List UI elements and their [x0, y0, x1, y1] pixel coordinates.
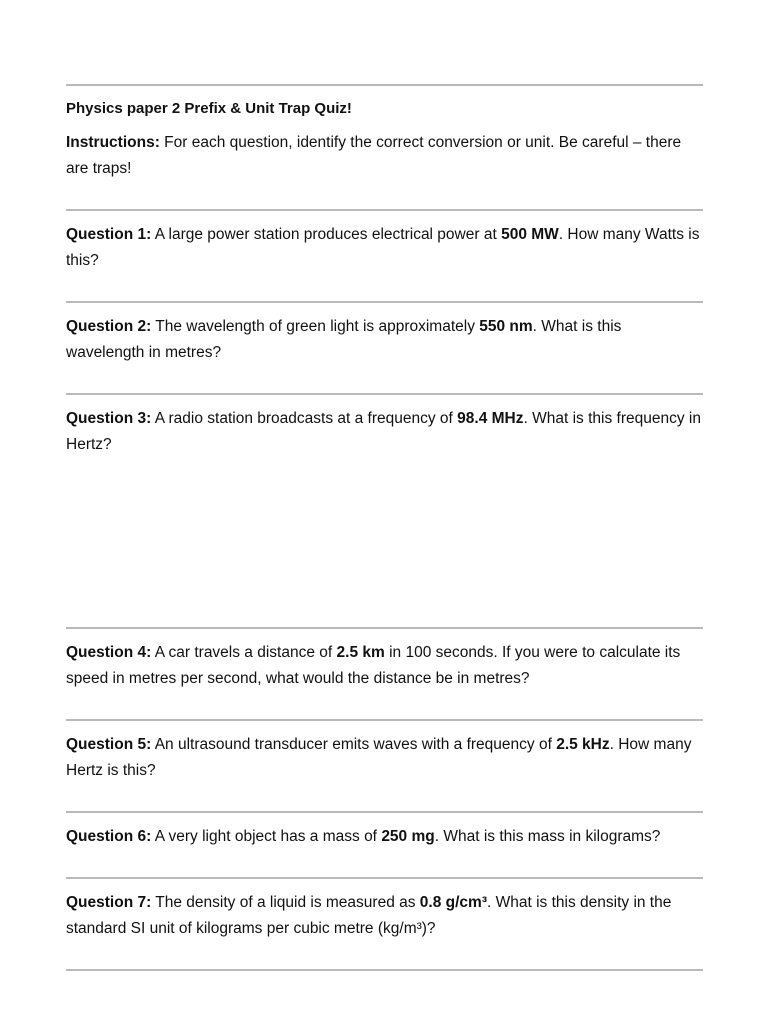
- question-value: 550 nm: [479, 318, 533, 335]
- question-text: . What is this mass in kilograms?: [434, 828, 661, 845]
- question-7: [66, 890, 703, 942]
- question-label: Question 3:: [66, 410, 152, 427]
- question-text: . How many Watts is this?: [66, 226, 700, 269]
- divider-top: [66, 84, 703, 86]
- divider: [66, 301, 703, 303]
- question-text: . What is this frequency in Hertz?: [66, 410, 701, 453]
- divider-bottom: [66, 969, 703, 971]
- question-label: Question 1:: [66, 226, 152, 243]
- question-label: Question 4:: [66, 644, 152, 661]
- question-text: A radio station broadcasts at a frequency of: [151, 410, 458, 427]
- divider: [66, 209, 703, 211]
- question-text: . What is this density in the standard SI unit of kilograms per cubic metre (kg/m³)?: [66, 894, 672, 937]
- question-value: 500 MW: [501, 226, 559, 243]
- question-text: in 100 seconds. If you were to calculate its speed in metres per second, what would the distance be in metres?: [66, 644, 681, 687]
- question-4: [66, 640, 703, 692]
- question-2: [66, 314, 703, 366]
- question-text: A car travels a distance of: [151, 644, 337, 661]
- question-label: Question 5:: [66, 736, 152, 753]
- quiz-document: [66, 0, 703, 1024]
- question-1: [66, 222, 703, 274]
- question-3: [66, 406, 703, 458]
- divider: [66, 393, 703, 395]
- divider: [66, 719, 703, 721]
- instructions-label: Instructions:: [66, 134, 160, 151]
- question-5: [66, 732, 703, 784]
- question-text: An ultrasound transducer emits waves with a frequency of: [151, 736, 557, 753]
- page-title: Physics paper 2 Prefix & Unit Trap Quiz!: [66, 100, 352, 117]
- divider: [66, 877, 703, 879]
- question-text: A very light object has a mass of: [151, 828, 382, 845]
- instructions-text: For each question, identify the correct conversion or unit. Be careful – there are traps!: [66, 134, 682, 177]
- question-label: Question 7:: [66, 894, 152, 911]
- instructions-paragraph: [66, 130, 703, 182]
- question-text: The density of a liquid is measured as: [151, 894, 420, 911]
- question-value: 2.5 kHz: [556, 736, 610, 753]
- question-label: Question 6:: [66, 828, 152, 845]
- question-label: Question 2:: [66, 318, 152, 335]
- divider: [66, 811, 703, 813]
- question-6: [66, 824, 703, 850]
- question-text: The wavelength of green light is approximately: [151, 318, 480, 335]
- question-text: . How many Hertz is this?: [66, 736, 692, 779]
- question-text: A large power station produces electrical power at: [151, 226, 502, 243]
- question-text: . What is this wavelength in metres?: [66, 318, 622, 361]
- question-value: 250 mg: [381, 828, 435, 845]
- question-value: 0.8 g/cm³: [419, 894, 487, 911]
- question-value: 98.4 MHz: [457, 410, 524, 427]
- question-value: 2.5 km: [336, 644, 385, 661]
- divider: [66, 627, 703, 629]
